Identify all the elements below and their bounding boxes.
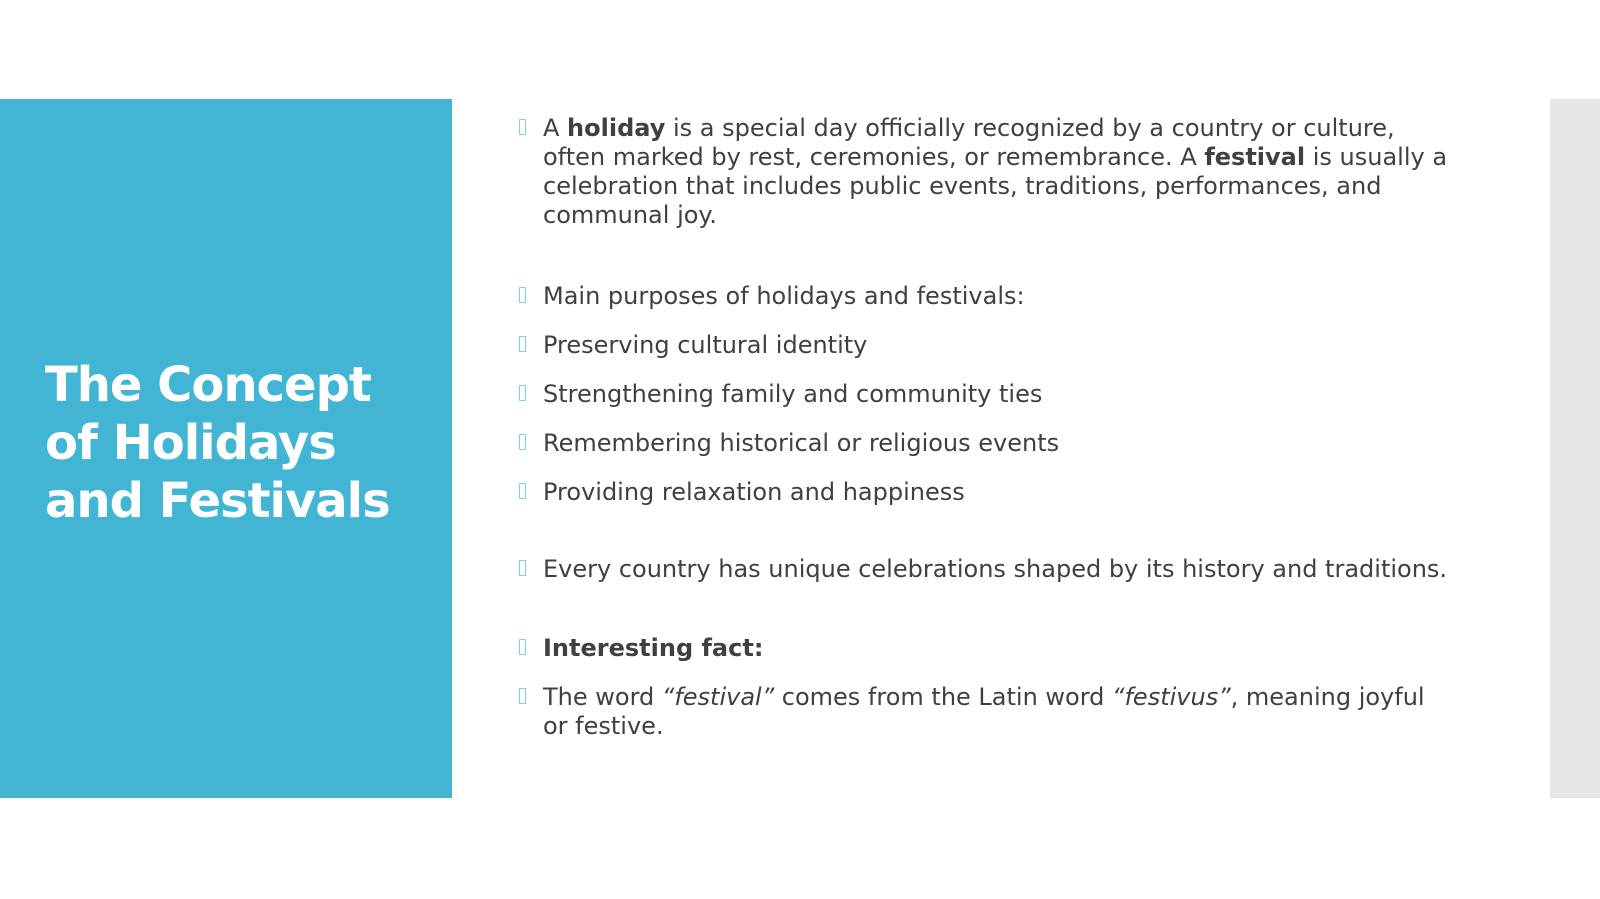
bullet-text: Strengthening family and community ties	[543, 380, 1043, 408]
bullet-fact-heading	[512, 634, 1452, 663]
bullet-purposes-heading	[512, 282, 1452, 311]
bullet-icon	[519, 483, 526, 499]
bullet-text: The word “festival” comes from the Latin word “festivus”, meaning joyful or festive.	[543, 683, 1433, 740]
content-bullet-list	[512, 114, 1455, 741]
bullet-text: Every country has unique celebrations shaped by its history and traditions.	[543, 555, 1448, 583]
bullet-icon	[519, 336, 526, 352]
bullet-purpose	[512, 380, 1452, 409]
bullet-definition	[512, 114, 1455, 230]
bullet-text: Providing relaxation and happiness	[543, 478, 965, 506]
term-festivus-quoted: “festivus”	[1112, 683, 1231, 711]
bullet-text: Interesting fact:	[543, 634, 764, 662]
bullet-icon	[519, 434, 526, 450]
term-festival-quoted: “festival”	[661, 683, 775, 711]
bullet-purpose	[512, 429, 1452, 458]
bullet-fact-etymology	[512, 683, 1452, 741]
bullet-icon	[519, 119, 526, 135]
bullet-icon	[519, 287, 526, 303]
bullet-purpose	[512, 478, 1452, 507]
bullet-purpose	[512, 331, 1452, 360]
bullet-text: Main purposes of holidays and festivals:	[543, 282, 1025, 310]
bullet-text: A holiday is a special day officially recognized by a country or culture, often marked by rest, ceremonies, or remembrance. A festival is usually a celebration that includes public events, traditions, performances, and communal joy.	[543, 114, 1455, 229]
bullet-icon	[519, 385, 526, 401]
bullet-icon	[519, 560, 526, 576]
bullet-text: Preserving cultural identity	[543, 331, 868, 359]
bullet-icon	[519, 639, 526, 655]
right-decorative-strip	[1550, 99, 1600, 798]
term-festival: festival	[1204, 143, 1306, 171]
bullet-unique-celebrations	[512, 555, 1452, 584]
bullet-icon	[519, 688, 526, 704]
term-holiday: holiday	[567, 114, 666, 142]
bullet-text: Remembering historical or religious events	[543, 429, 1060, 457]
slide-title: The Concept of Holidays and Festivals	[45, 357, 390, 529]
